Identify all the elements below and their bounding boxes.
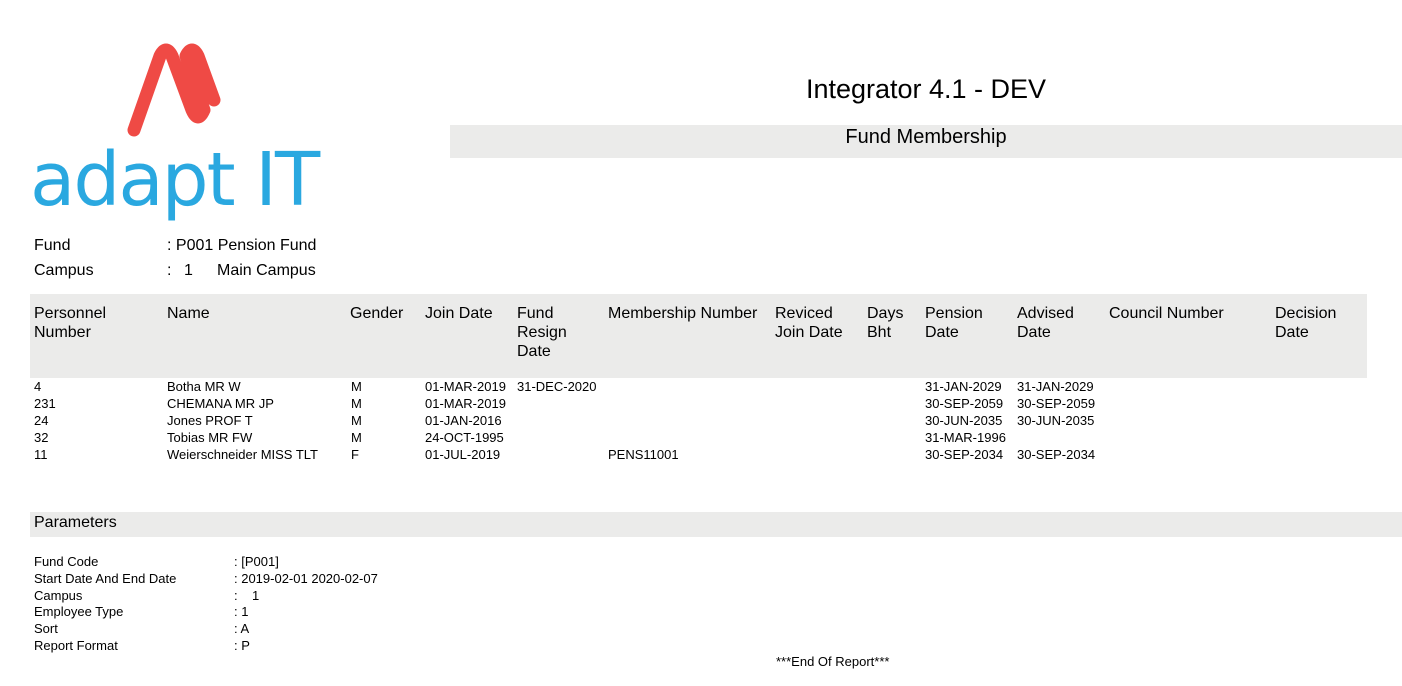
parameter-label: Sort [34,621,58,636]
cell-join-date: 01-MAR-2019 [425,379,506,394]
parameter-row [0,637,700,654]
cell-name: Weierschneider MISS TLT [167,447,318,462]
parameter-label: Start Date And End Date [34,571,177,586]
cell-pension-date: 30-SEP-2034 [925,447,1004,462]
col-fund-resign-date: Fund Resign Date [517,305,567,360]
cell-gender: F [351,447,359,462]
table-row [0,446,1402,463]
cell-advised-date: 31-JAN-2029 [1017,379,1094,394]
report-title: Fund Membership [845,126,1007,148]
parameter-value: : [P001] [234,554,279,569]
parameter-label: Fund Code [34,554,99,569]
parameters-title: Parameters [34,514,117,531]
campus-code: 1 [184,262,193,279]
col-name: Name [167,305,210,322]
col-advised-date: Advised Date [1017,305,1074,341]
cell-name: Jones PROF T [167,413,253,428]
parameter-label: Employee Type [34,604,124,619]
cell-gender: M [351,396,362,411]
cell-pension-date: 31-MAR-1996 [925,430,1006,445]
col-days-bht: Days Bht [867,305,904,341]
cell-join-date: 01-MAR-2019 [425,396,506,411]
parameter-value: : A [234,621,250,636]
parameter-value: : P [234,638,250,653]
col-decision-date: Decision Date [1275,305,1337,341]
table-row [0,378,1402,395]
cell-gender: M [351,430,362,445]
table-row [0,412,1402,429]
parameters-band [30,512,1402,537]
col-gender: Gender [350,305,404,322]
cell-advised-date: 30-SEP-2034 [1017,447,1096,462]
parameter-value: : 1 [234,588,260,603]
parameter-row [0,603,700,620]
end-of-report: ***End Of Report*** [776,654,890,669]
cell-join-date: 01-JAN-2016 [425,413,502,428]
cell-membership: PENS11001 [608,447,679,462]
cell-personnel: 231 [34,396,56,411]
col-reviced-join-date: Reviced Join Date [775,305,843,341]
parameter-label: Report Format [34,638,118,653]
table-row [0,429,1402,446]
cell-name: Tobias MR FW [167,430,253,445]
cell-join-date: 24-OCT-1995 [425,430,504,445]
cell-gender: M [351,413,362,428]
logo-wordmark: adapt IT [30,137,319,223]
col-join-date: Join Date [425,305,493,322]
parameter-row [0,587,700,604]
col-personnel-number: Personnel Number [34,305,107,341]
cell-pension-date: 30-SEP-2059 [925,396,1004,411]
cell-gender: M [351,379,362,394]
logo-mark-icon [120,40,320,150]
parameter-value: : 1 [234,604,249,619]
cell-personnel: 24 [34,413,49,428]
fund-label: Fund [34,237,71,254]
cell-pension-date: 30-JUN-2035 [925,413,1003,428]
parameter-row [0,570,700,587]
parameter-value: : 2019-02-01 2020-02-07 [234,571,378,586]
report-title-band [450,125,1402,158]
cell-personnel: 4 [34,379,42,394]
parameter-row [0,553,700,570]
fund-row [0,237,400,259]
campus-row [0,262,400,284]
cell-advised-date: 30-SEP-2059 [1017,396,1096,411]
col-pension-date: Pension Date [925,305,983,341]
table-row [0,395,1402,412]
parameter-row [0,620,700,637]
col-membership-number: Membership Number [608,305,758,322]
campus-name: Main Campus [217,262,316,279]
table-header [30,294,1367,378]
cell-name: CHEMANA MR JP [167,396,274,411]
cell-join-date: 01-JUL-2019 [425,447,501,462]
parameter-label: Campus [34,588,83,603]
cell-resign-date: 31-DEC-2020 [517,379,597,394]
cell-personnel: 32 [34,430,49,445]
app-title: Integrator 4.1 - DEV [805,74,1047,104]
campus-label: Campus [34,262,94,279]
campus-colon: : [167,262,172,279]
cell-personnel: 11 [34,447,48,462]
col-council-number: Council Number [1109,305,1224,322]
cell-name: Botha MR W [167,379,241,394]
cell-advised-date: 30-JUN-2035 [1017,413,1095,428]
cell-pension-date: 31-JAN-2029 [925,379,1002,394]
fund-value: : P001 Pension Fund [167,237,317,254]
